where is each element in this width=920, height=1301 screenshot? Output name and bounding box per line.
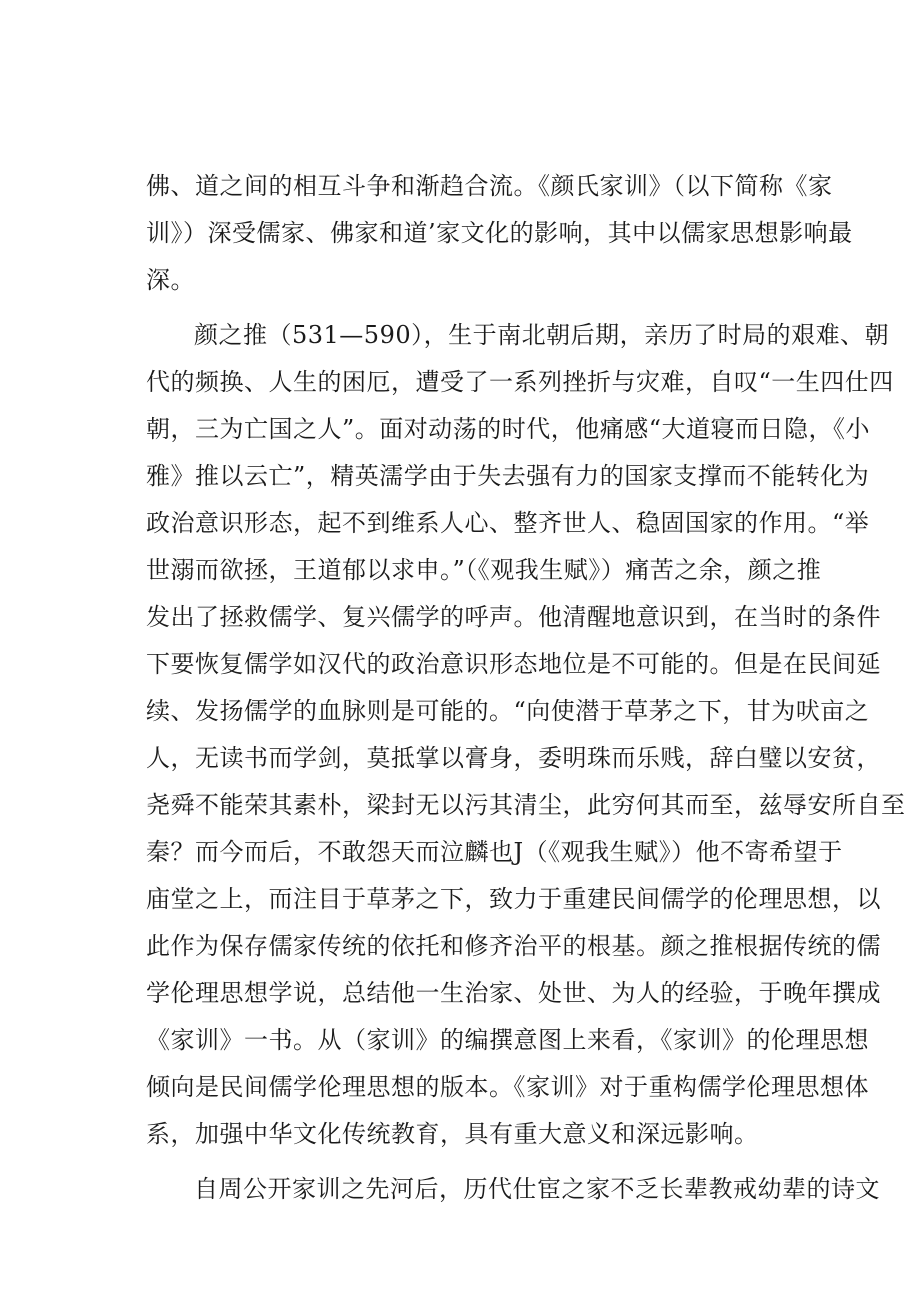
paragraph-line: 秦？而今而后，不敢怨天而泣麟也J（《观我生赋》）他不寄希望于: [146, 838, 843, 866]
paragraph-line: 自周公开家训之先河后，历代仕宦之家不乏长辈教戒幼辈的诗文: [194, 1175, 880, 1203]
paragraph-line: 颜之推（531—590），生于南北朝后期，亲历了时局的艰难、朝: [194, 321, 890, 349]
paragraph-1: [146, 163, 853, 304]
paragraph-line: 系，加强中华文化传统教育，具有重大意义和深远影响。: [146, 1120, 759, 1148]
paragraph-line: 雅》推以云亡”，精英濡学由于失去强有力的国家支撑而不能转化为: [146, 462, 870, 490]
paragraph-line: 《家训》一书。从（家训》的编撰意图上来看，《家训》的伦理思想: [146, 1026, 869, 1054]
paragraph-line: 发出了拯救儒学、复兴儒学的呼声。他清醒地意识到，在当时的条件: [146, 603, 881, 631]
paragraph-line: 佛、道之间的相互斗争和渐趋合流。《颜氏家训》（以下简称《家: [146, 172, 833, 200]
paragraph-line: 学伦理思想学说，总结他一生治家、处世、为人的经验，于晚年撰成: [146, 979, 881, 1007]
paragraph-line: 训》）深受儒家、佛家和道’家文化的影响，其中以儒家思想影响最: [146, 219, 853, 247]
paragraph-line: 深。: [146, 266, 195, 294]
paragraph-line: 代的频换、人生的困厄，遭受了一系列挫折与灾难，自叹“一生四仕四: [146, 368, 894, 396]
paragraph-line: 尧舜不能荣其素朴，梁封无以污其清尘，此穷何其而至，兹辱安所自至: [146, 791, 906, 819]
paragraph-line: 倾向是民间儒学伦理思想的版本。《家训》对于重构儒学伦理思想体: [146, 1073, 869, 1101]
paragraph-line: 朝，三为亡国之人”。面对动荡的时代，他痛感“大道寝而日隐，《小: [146, 415, 871, 443]
body-text: [146, 163, 906, 1213]
paragraph-line: 此作为保存儒家传统的依托和修齐治平的根基。颜之推根据传统的儒: [146, 932, 881, 960]
paragraph-line: 人，无读书而学剑，莫抵掌以膏身，委明珠而乐贱，辞白璧以安贫，: [146, 744, 881, 772]
paragraph-line: 庙堂之上，而注目于草茅之下，致力于重建民间儒学的伦理思想，以: [146, 885, 881, 913]
paragraph-line: 政治意识形态，起不到维系人心、整齐世人、稳固国家的作用。“举: [146, 509, 870, 537]
paragraph-line: 下要恢复儒学如汉代的政治意识形态地位是不可能的。但是在民间延: [146, 650, 881, 678]
paragraph-2: [146, 312, 906, 1158]
paragraph-line: 续、发扬儒学的血脉则是可能的。“向使潜于草茅之下，甘为吠亩之: [146, 697, 870, 725]
paragraph-line: 世溺而欲拯，王道郁以求申。”（《观我生赋》）痛苦之余，颜之推: [146, 556, 822, 584]
paragraph-3: [146, 1166, 880, 1213]
